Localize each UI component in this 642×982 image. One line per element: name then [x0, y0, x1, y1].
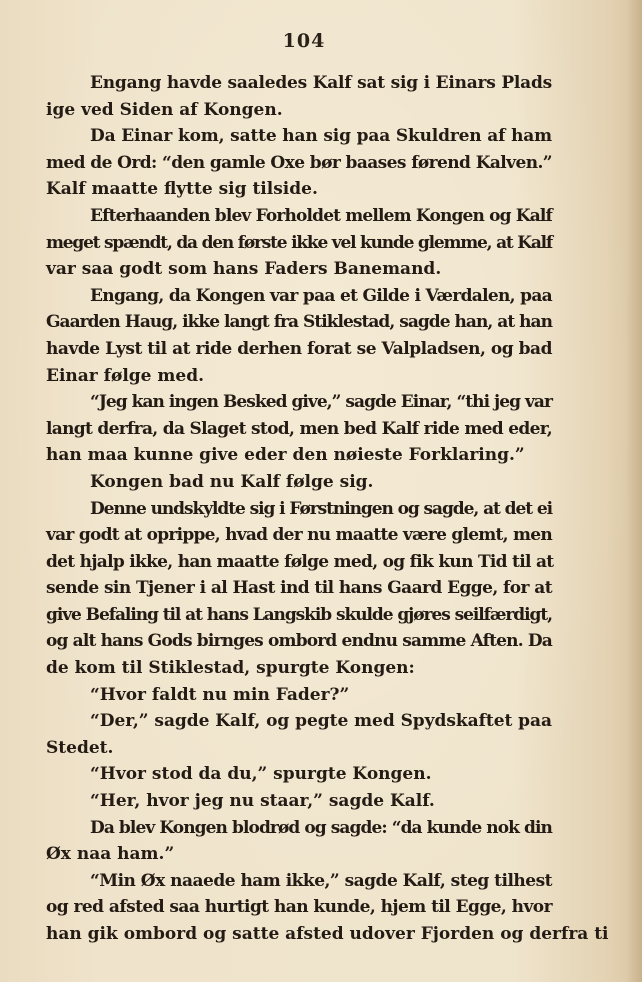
text-line: Da blev Kongen blodrød og sagde: “da kunde nok din: [90, 817, 552, 838]
text-line: og alt hans Gods birnges ombord endnu samme Aften. Da: [46, 631, 552, 652]
text-line: Stedet.: [46, 737, 114, 758]
text-line: han gik ombord og satte afsted udover Fjorden og derfra ti: [46, 924, 609, 944]
text-line: ige ved Siden af Kongen.: [46, 99, 283, 120]
text-line: Efterhaanden blev Forholdet mellem Kongen og Kalf: [90, 205, 552, 226]
text-line: meget spændt, da den første ikke vel kunde glemme, at Kalf: [46, 232, 552, 253]
text-line: og red afsted saa hurtigt han kunde, hjem til Egge, hvor: [46, 897, 552, 918]
text-line: give Befaling til at hans Langskib skulde gjøres seilfærdigt,: [46, 604, 552, 625]
text-line: var godt at oprippe, hvad der nu maatte være glemt, men: [46, 525, 552, 546]
text-line: “Jeg kan ingen Besked give,” sagde Einar, “thi jeg var: [90, 392, 552, 413]
text-line: “Der,” sagde Kalf, og pegte med Spydskaftet paa: [90, 711, 552, 732]
text-line: det hjalp ikke, han maatte følge med, og fik kun Tid til at: [46, 551, 554, 572]
text-line: Einar følge med.: [46, 365, 205, 386]
text-line: “Hvor faldt nu min Fader?”: [90, 684, 350, 705]
text-line: havde Lyst til at ride derhen forat se Valpladsen, og bad: [46, 338, 552, 359]
text-line: “Her, hvor jeg nu staar,” sagde Kalf.: [90, 791, 435, 812]
body-text: [46, 70, 609, 948]
text-line: Engang, da Kongen var paa et Gilde i Værdalen, paa: [90, 285, 552, 306]
text-line: langt derfra, da Slaget stod, men bed Kalf ride med eder,: [46, 418, 552, 439]
text-line: med de Ord: “den gamle Oxe bør baases førend Kalven.”: [46, 152, 552, 173]
page-number: 104: [282, 30, 326, 52]
text-line: Øx naa ham.”: [46, 844, 175, 865]
text-line: “Hvor stod da du,” spurgte Kongen.: [90, 764, 432, 785]
page-edge-shadow: [626, 0, 642, 982]
text-line: de kom til Stiklestad, spurgte Kongen:: [46, 658, 415, 679]
text-line: Gaarden Haug, ikke langt fra Stiklestad, sagde han, at han: [46, 312, 552, 333]
text-line: var saa godt som hans Faders Banemand.: [46, 259, 442, 280]
text-line: Da Einar kom, satte han sig paa Skuldren af ham: [90, 126, 552, 147]
text-line: Denne undskyldte sig i Førstningen og sagde, at det ei: [90, 498, 552, 519]
text-line: Kalf maatte flytte sig tilside.: [46, 179, 318, 200]
text-line: Kongen bad nu Kalf følge sig.: [90, 471, 374, 492]
text-line: sende sin Tjener i al Hast ind til hans Gaard Egge, for at: [46, 578, 552, 599]
text-line: “Min Øx naaede ham ikke,” sagde Kalf, steg tilhest: [90, 870, 552, 891]
text-line: han maa kunne give eder den nøieste Forklaring.”: [46, 445, 525, 466]
text-line: Engang havde saaledes Kalf sat sig i Einars Plads: [90, 73, 552, 93]
